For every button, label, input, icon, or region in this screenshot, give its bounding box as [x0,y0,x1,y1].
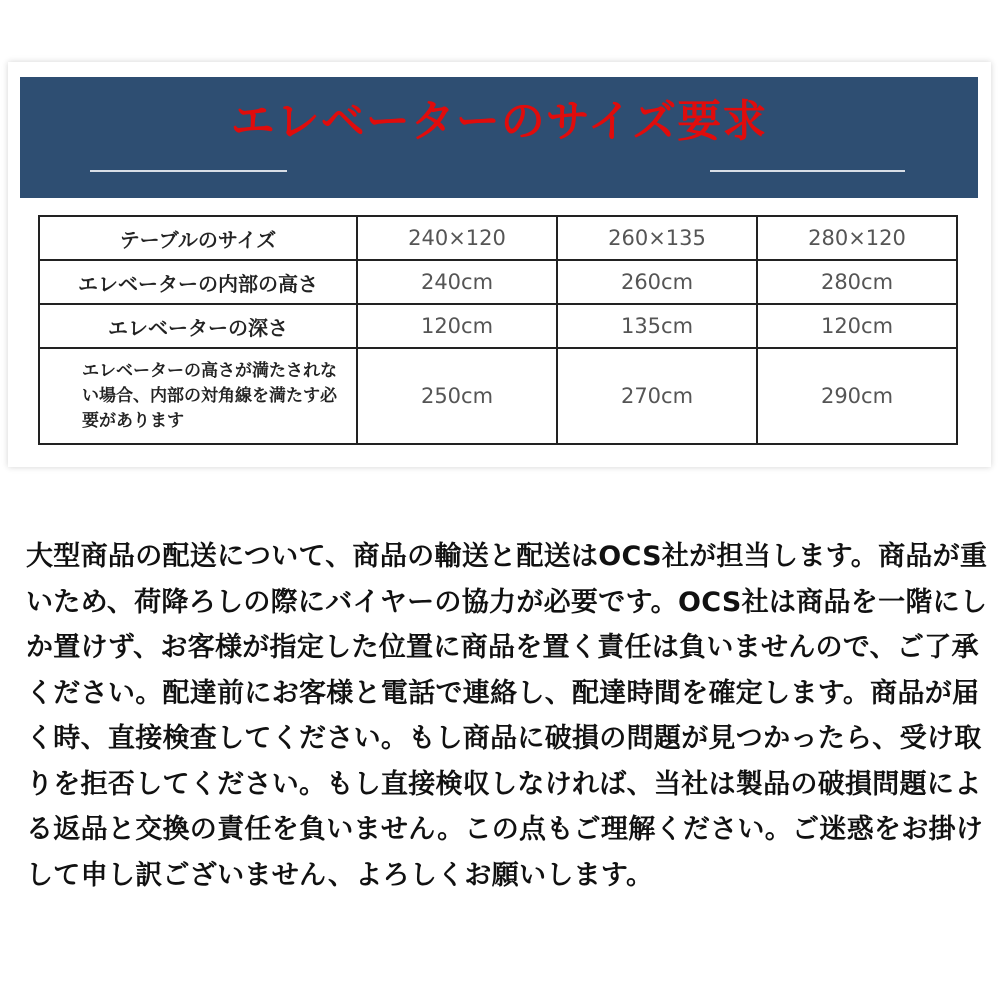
table-cell: 270cm [557,348,757,444]
table-cell: 120cm [357,304,557,348]
table-cell: 290cm [757,348,957,444]
table-row [39,304,957,348]
title-banner [20,77,978,198]
table-cell: 260cm [557,260,757,304]
table-cell: 250cm [357,348,557,444]
table-cell: 120cm [757,304,957,348]
row-label-elevator-depth: エレベーターの深さ [39,304,357,348]
row-label-diagonal-requirement: エレベーターの高さが満たされない場合、内部の対角線を満たす必要があります [39,348,357,444]
table-cell: 280cm [757,260,957,304]
table-row [39,348,957,444]
table-cell: 280×120 [757,216,957,260]
banner-divider-left [90,170,287,172]
table-cell: 240cm [357,260,557,304]
table-cell: 240×120 [357,216,557,260]
elevator-size-table [38,215,958,445]
table-cell: 260×135 [557,216,757,260]
table-row [39,260,957,304]
banner-divider-right [710,170,905,172]
table-row [39,216,957,260]
row-label-table-size: テーブルのサイズ [39,216,357,260]
banner-title: エレベーターのサイズ要求 [230,96,768,147]
table-cell: 135cm [557,304,757,348]
row-label-elevator-height: エレベーターの内部の高さ [39,260,357,304]
delivery-notice: 大型商品の配送について、商品の輸送と配送はOCS社が担当します。商品が重いため、荷降ろしの際にバイヤーの協力が必要です。OCS社は商品を一階にしか置けず、お客様が指定した位置に商品を置く責任は負いませんので、ご了承ください。配達前にお客様と電話で連絡し、配達時間を確定します。商品が届く時、直接検査してください。もし商品に破損の問題が見つかったら、受け取りを拒否してください。もし直接検収しなければ、当社は製品の破損問題による返品と交換の責任を負いません。この点もご理解ください。ご迷惑をお掛けして申し訳ございません、よろしくお願いします。 [26,541,988,891]
